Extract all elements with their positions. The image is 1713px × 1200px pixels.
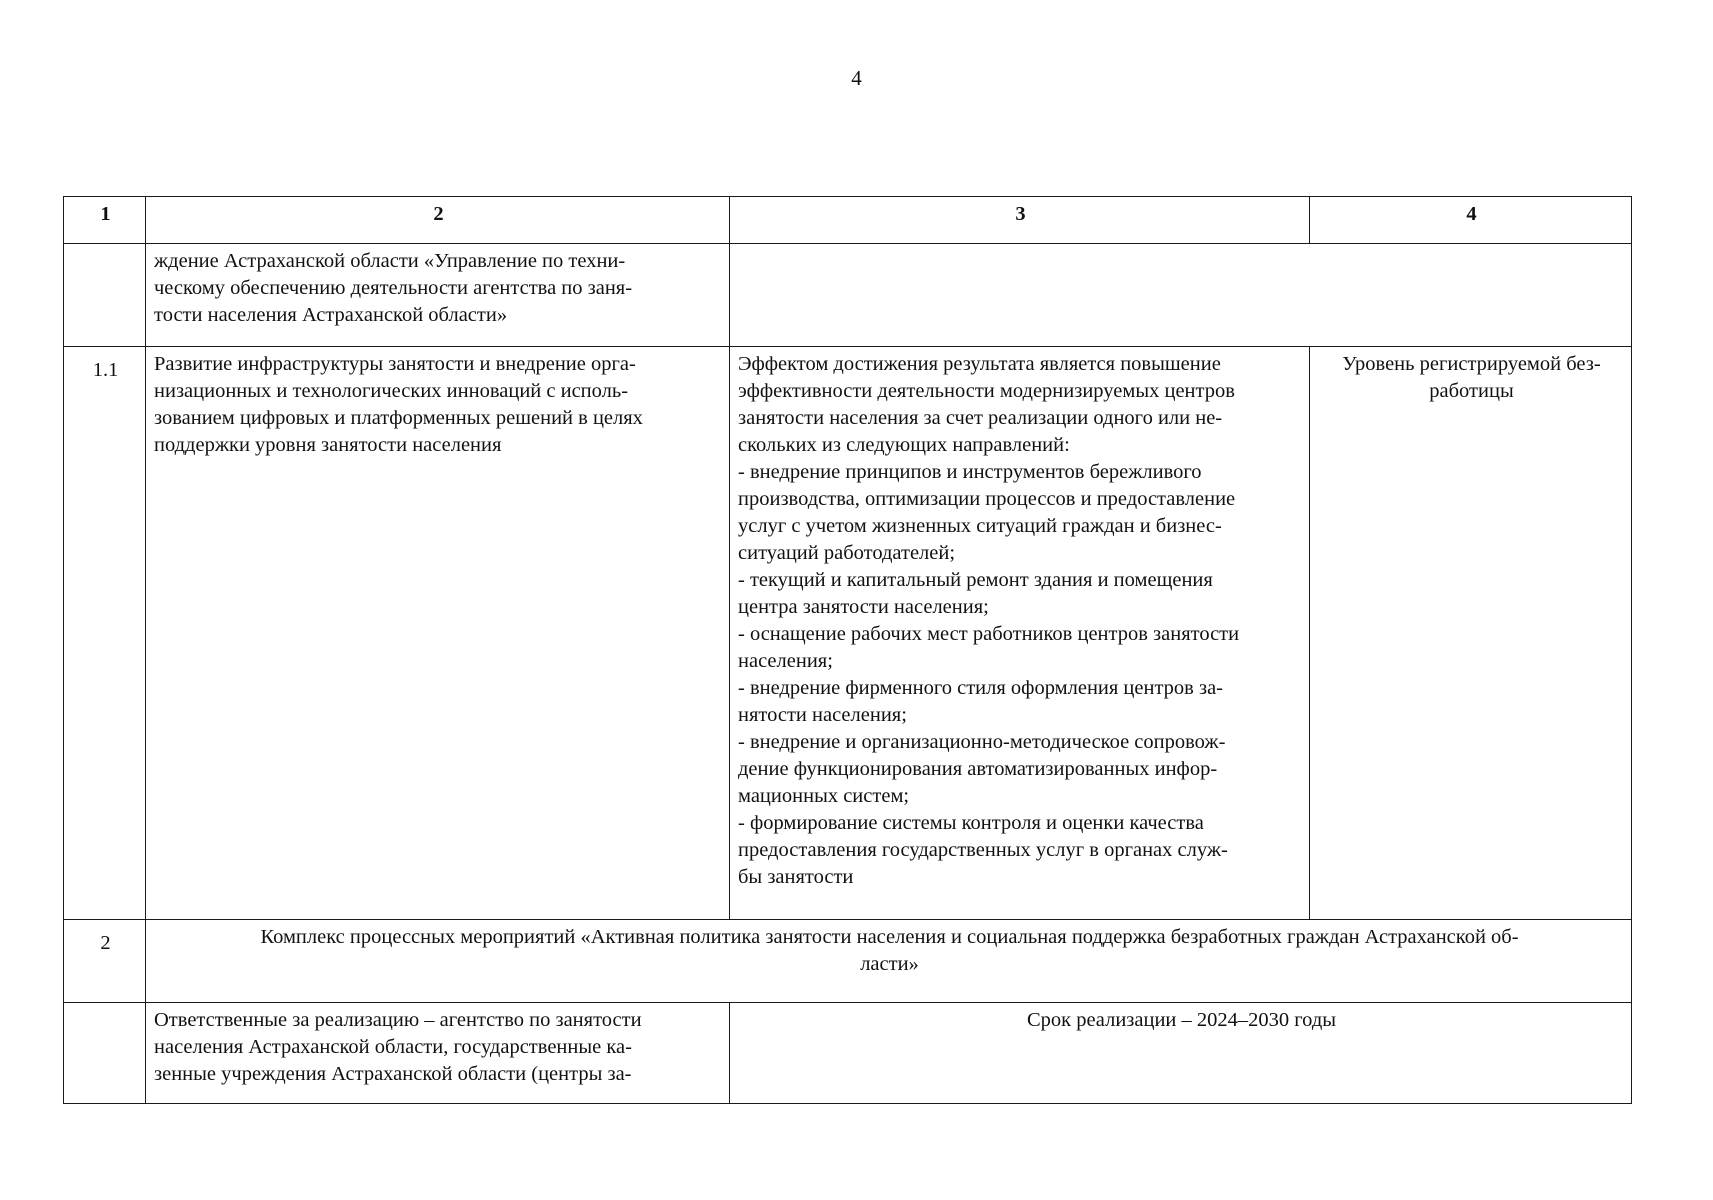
text-line: занятости населения за счет реализации одного или не-	[738, 407, 1223, 429]
text-line: Уровень регистрируемой без-	[1342, 353, 1601, 375]
document-table	[63, 196, 1632, 1104]
text-line: Комплекс процессных мероприятий «Активная политика занятости населения и социальная поддержка безработных граждан Астраханской об-	[260, 926, 1519, 948]
cell-effect-description	[730, 347, 1310, 920]
text-line: Ответственные за реализацию – агентство по занятости	[154, 1009, 642, 1031]
text-line: ласти»	[860, 953, 919, 975]
text-line: предоставления государственных услуг в органах служ-	[738, 839, 1228, 861]
cell-implementation-term: Срок реализации – 2024–2030 годы	[730, 1003, 1632, 1104]
text-line: эффективности деятельности модернизируемых центров	[738, 380, 1235, 402]
cell-number-empty	[64, 244, 146, 347]
table-row-responsible	[64, 1003, 1632, 1104]
text-line: низационных и технологических инноваций с исполь-	[154, 380, 629, 402]
header-col-3: 3	[730, 197, 1310, 244]
text-line: ждение Астраханской области «Управление по техни-	[154, 250, 626, 272]
header-col-1: 1	[64, 197, 146, 244]
text-line: производства, оптимизации процессов и предоставление	[738, 488, 1236, 510]
text-line: Развитие инфраструктуры занятости и внедрение орга-	[154, 353, 636, 375]
text-line: - формирование системы контроля и оценки качества	[738, 812, 1204, 834]
text-line: ческому обеспечению деятельности агентства по заня-	[154, 277, 633, 299]
cell-empty-merged	[730, 244, 1632, 347]
text-line: населения Астраханской области, государственные ка-	[154, 1036, 632, 1058]
table-header-row	[64, 197, 1632, 244]
text-line: бы занятости	[738, 866, 854, 888]
cell-indicator	[1310, 347, 1632, 920]
text-line: - внедрение принципов и инструментов бережливого	[738, 461, 1202, 483]
text-line: ситуаций работодателей;	[738, 542, 956, 564]
cell-institution-name	[146, 244, 730, 347]
row-number: 2	[64, 920, 146, 1003]
text-line: населения;	[738, 650, 833, 672]
text-line: зенные учреждения Астраханской области (центры за-	[154, 1063, 632, 1085]
text-line: центра занятости населения;	[738, 596, 989, 618]
cell-responsible	[146, 1003, 730, 1104]
header-col-4: 4	[1310, 197, 1632, 244]
text-line: работицы	[1429, 380, 1514, 402]
text-line: - текущий и капитальный ремонт здания и помещения	[738, 569, 1213, 591]
text-line: зованием цифровых и платформенных решений в целях	[154, 407, 643, 429]
text-line: - внедрение фирменного стиля оформления центров за-	[738, 677, 1224, 699]
text-line: Эффектом достижения результата является повышение	[738, 353, 1221, 375]
row-number: 1.1	[64, 347, 146, 920]
text-line: - оснащение рабочих мест работников центров занятости	[738, 623, 1240, 645]
text-line: - внедрение и организационно-методическое сопровож-	[738, 731, 1226, 753]
text-line: нятости населения;	[738, 704, 907, 726]
text-line: услуг с учетом жизненных ситуаций граждан и бизнес-	[738, 515, 1222, 537]
page-number: 4	[851, 66, 862, 90]
text-line: дение функционирования автоматизированных инфор-	[738, 758, 1218, 780]
table-row-2	[64, 920, 1632, 1003]
text-line: поддержки уровня занятости населения	[154, 434, 502, 456]
header-col-2: 2	[146, 197, 730, 244]
text-line: мационных систем;	[738, 785, 910, 807]
table-row-1-1	[64, 347, 1632, 920]
text-line: скольких из следующих направлений:	[738, 434, 1070, 456]
cell-complex-title	[146, 920, 1632, 1003]
table-row-continuation	[64, 244, 1632, 347]
text-line: тости населения Астраханской области»	[154, 304, 508, 326]
cell-number-empty	[64, 1003, 146, 1104]
cell-task-name	[146, 347, 730, 920]
